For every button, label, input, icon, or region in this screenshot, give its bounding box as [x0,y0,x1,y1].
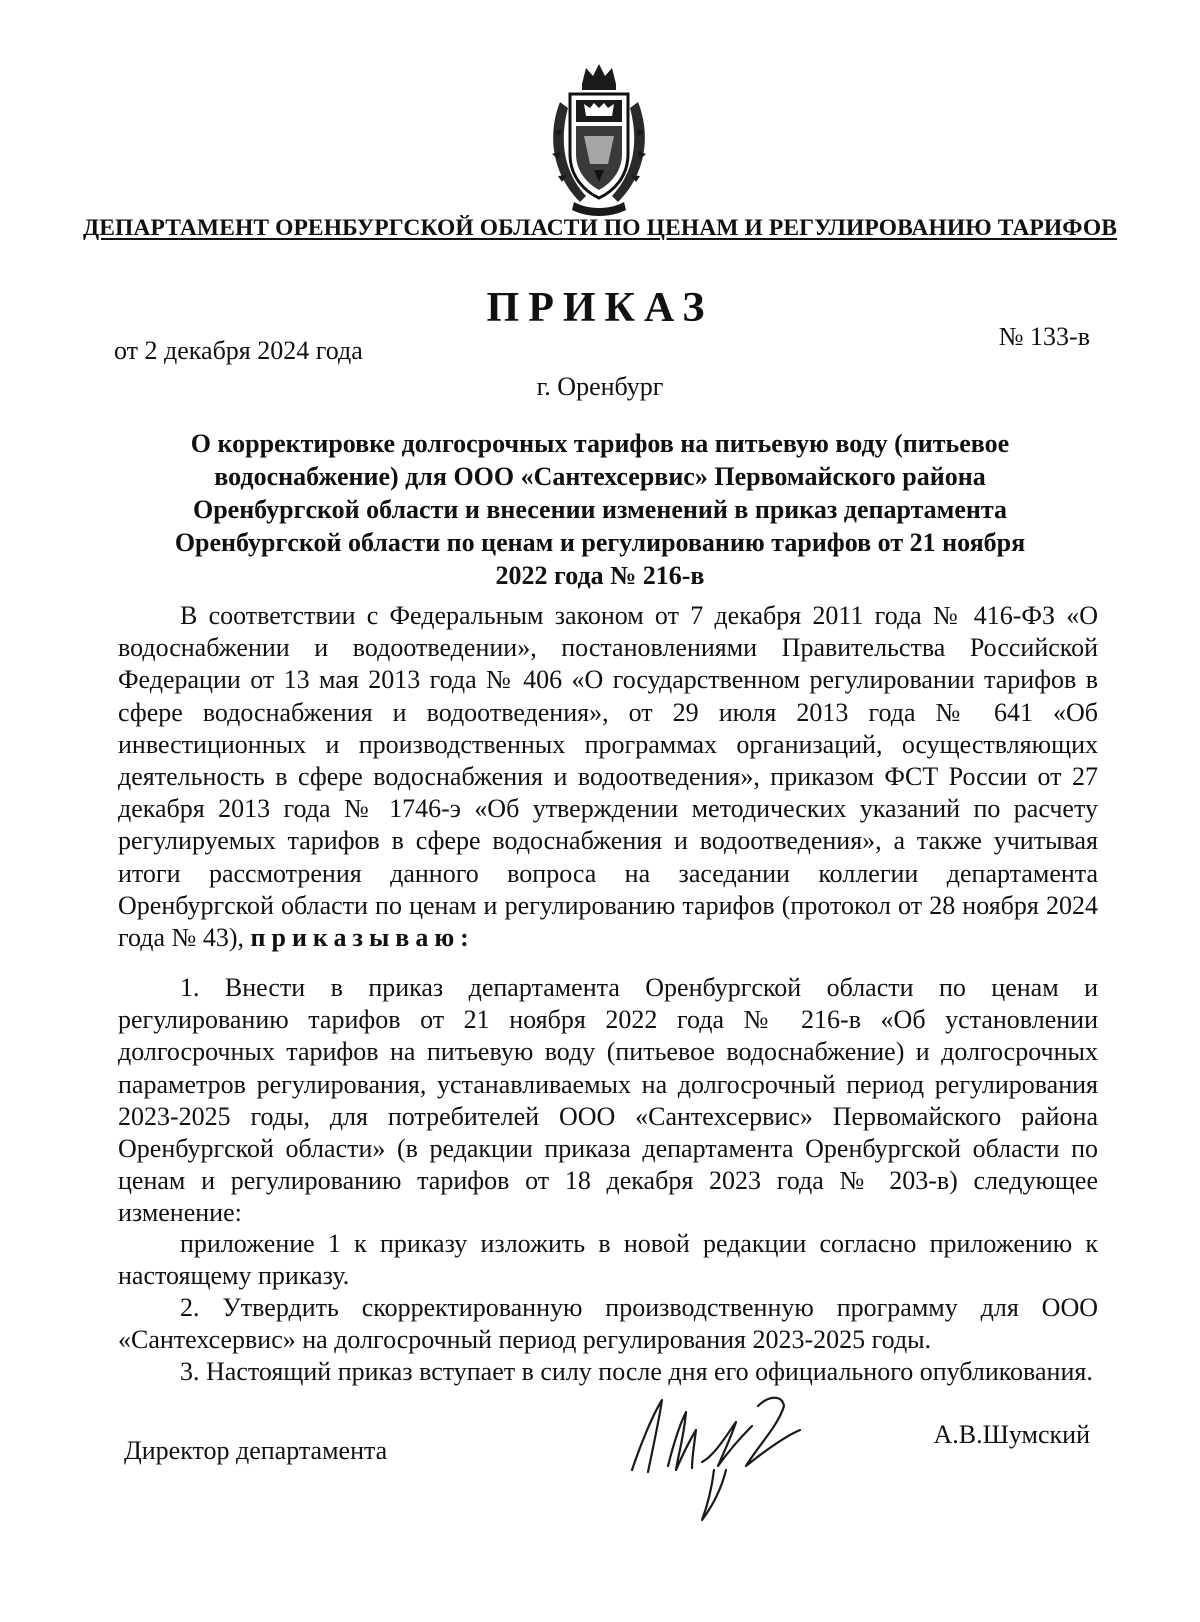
preamble-text: В соответствии с Федеральным законом от 7 декабря 2011 года № 416-ФЗ «О водоснабжении и водоотведении», постановлениями Правительства Российской Федерации от 13 мая 2013 года № 406 «О государственном регулировании тарифов в сфере водоснабжения и водоотведения», от 29 июля 2013 года № 641 «Об инвестиционных и производственных программах организаций, осуществляющих деятельность в сфере водоснабжения и водоотведения», приказом ФСТ России от 27 декабря 2013 года № 1746-э «Об утверждении методических указаний по расчету регулируемых тарифов в сфере водоснабжения и водоотведения», а также учитывая итоги рассмотрения данного вопроса на заседании коллегии департамента Оренбургской области по ценам и регулированию тарифов (протокол от 28 ноября 2024 года № 43), [118,601,1098,953]
department-name: ДЕПАРТАМЕНТ ОРЕНБУРГСКОЙ ОБЛАСТИ ПО ЦЕНАМ И РЕГУЛИРОВАНИЮ ТАРИФОВ [83,215,1117,241]
coat-of-arms-icon [540,62,658,218]
item-3-paragraph: 3. Настоящий приказ вступает в силу после дня его официального опубликования. [180,1357,1093,1386]
item-2-paragraph: 2. Утвердить скорректированную производственную программу для ООО «Сантехсервис» на долгосрочный период регулирования 2023-2025 годы. [118,1293,1098,1355]
preamble-paragraph [118,600,1098,954]
item-1-sub-paragraph: приложение 1 к приказу изложить в новой редакции согласно приложению к настоящему приказу. [118,1229,1098,1291]
order-number: № 133-в [998,322,1090,351]
handwritten-signature [618,1386,818,1526]
order-subject: О корректировке долгосрочных тарифов на питьевую воду (питьевое водоснабжение) для ООО «Сантехсервис» Первомайского района Оренбургской области и внесении изменений в приказ департамента Оренбургской области по ценам и регулированию тарифов от 21 ноября 2022 года № 216-в [174,429,1026,590]
order-date: от 2 декабря 2024 года [114,336,363,365]
order-city: г. Оренбург [536,372,664,401]
item-1-paragraph: 1. Внести в приказ департамента Оренбургской области по ценам и регулированию тарифов от 21 ноября 2022 года № 216-в «Об установлении долгосрочных тарифов на питьевую воду (питьевое водоснабжение) и долгосрочных параметров регулирования, устанавливаемых на долгосрочный период регулирования 2023-2025 годы, для потребителей ООО «Сантехсервис» Первомайского района Оренбургской области» (в редакции приказа департамента Оренбургской области по ценам и регулированию тарифов от 18 декабря 2023 года № 203-в) следующее изменение: [118,973,1098,1228]
signatory-position: Директор департамента [124,1436,388,1465]
document-title: ПРИКАЗ [486,285,714,331]
order-word: приказываю: [250,923,475,953]
signatory-name: А.В.Шумский [933,1420,1090,1449]
